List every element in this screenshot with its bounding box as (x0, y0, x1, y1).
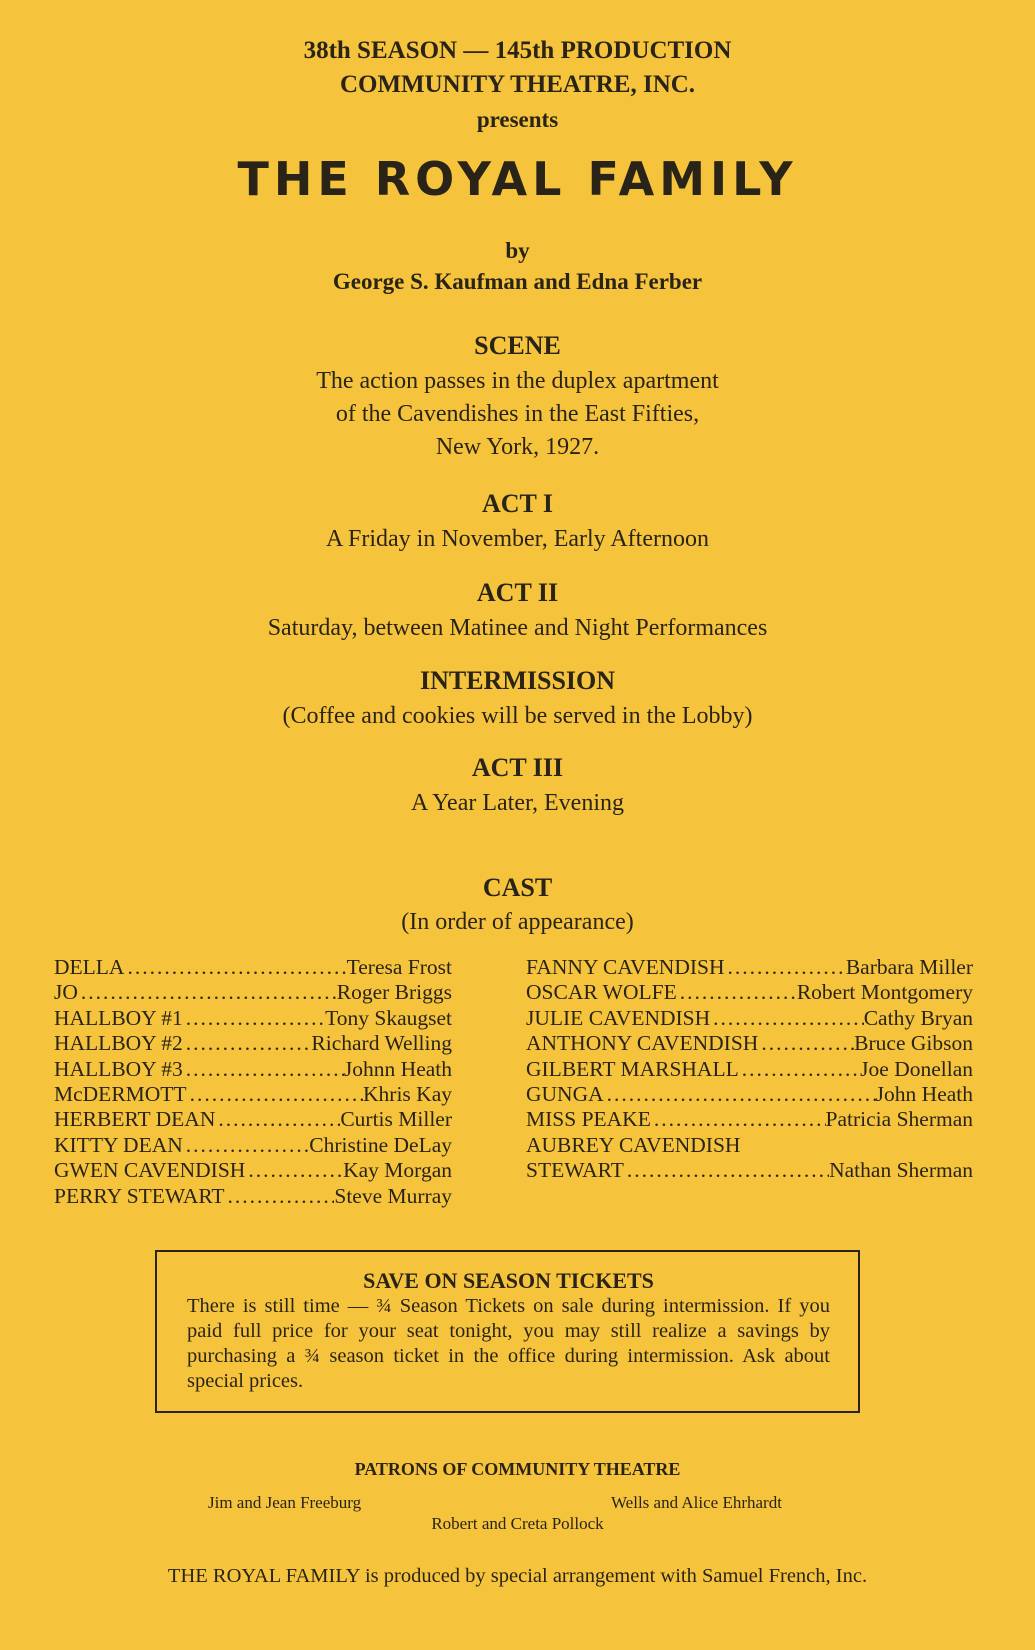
role-name: GUNGA (526, 1082, 604, 1107)
cast-row (526, 1006, 973, 1031)
leader-dots (725, 955, 846, 980)
leader-dots (604, 1082, 876, 1107)
season-tickets-text: There is still time — ¾ Season Tickets on sale during intermission. If you paid full price for your seat tonight, you may still realize a savings by purchasing a ¾ season ticket in the office during intermission. Ask about special prices. (187, 1295, 830, 1392)
cast-heading: CAST (482, 873, 553, 902)
footer-note: THE ROYAL FAMILY is produced by special arrangement with Samuel French, Inc. (167, 1565, 868, 1587)
cast-row (526, 1057, 973, 1082)
cast-row (526, 1031, 973, 1056)
company-line: COMMUNITY THEATRE, INC. (339, 71, 696, 98)
actor-name: Tony Skaugset (325, 1005, 452, 1030)
leader-dots (215, 1107, 340, 1132)
scene-line-2: of the Cavendishes in the East Fifties, (335, 401, 700, 427)
actor-name: Christine DeLay (309, 1132, 452, 1157)
role-name: OSCAR WOLFE (526, 980, 677, 1005)
actor-name: Curtis Miller (340, 1107, 452, 1132)
role-name: JO (54, 980, 78, 1005)
act2-text: Saturday, between Matinee and Night Performances (267, 615, 768, 641)
actor-name: Roger Briggs (336, 980, 452, 1005)
cast-row (526, 1158, 973, 1183)
season-tickets-box (155, 1250, 860, 1413)
role-name: KITTY DEAN (54, 1132, 183, 1157)
leader-dots (183, 1133, 310, 1158)
leader-dots (624, 1158, 829, 1183)
actor-name: Khris Kay (363, 1082, 452, 1107)
leader-dots (225, 1184, 335, 1209)
role-name: PERRY STEWART (54, 1183, 225, 1208)
actor-name: Teresa Frost (346, 955, 452, 979)
leader-dots (183, 1031, 312, 1056)
cast-row (54, 1133, 452, 1158)
leader-dots (651, 1107, 826, 1132)
actor-name: Johnn Heath (343, 1056, 452, 1081)
patron-center: Robert and Creta Pollock (431, 1514, 604, 1533)
role-name: FANNY CAVENDISH (526, 955, 725, 979)
role-name: HALLBOY #2 (54, 1031, 183, 1056)
act1-heading: ACT I (481, 489, 554, 518)
cast-row (526, 1107, 973, 1132)
leader-dots (187, 1082, 363, 1107)
cast-row (54, 1184, 452, 1209)
actor-name: Kay Morgan (343, 1158, 452, 1183)
actor-name: Barbara Miller (845, 955, 973, 979)
cast-row (54, 1158, 452, 1183)
cast-row (526, 1133, 973, 1158)
play-title: THE ROYAL FAMILY (237, 152, 798, 206)
actor-name: Cathy Bryan (863, 1005, 973, 1030)
cast-list-right (526, 955, 973, 1184)
role-name: STEWART (526, 1158, 624, 1183)
cast-row (526, 1082, 973, 1107)
patron-right: Wells and Alice Ehrhardt (611, 1493, 782, 1512)
scene-heading: SCENE (474, 331, 561, 360)
cast-row (54, 980, 452, 1005)
role-name: HALLBOY #1 (54, 1005, 183, 1030)
leader-dots (245, 1158, 343, 1183)
actor-name: John Heath (875, 1082, 973, 1107)
act2-heading: ACT II (476, 578, 559, 607)
cast-list-left (54, 955, 452, 1209)
by-line: by (505, 238, 530, 263)
season-line: 38th SEASON — 145th PRODUCTION (303, 37, 732, 64)
cast-row (54, 1107, 452, 1132)
cast-row (54, 1031, 452, 1056)
scene-line-1: The action passes in the duplex apartment (316, 368, 719, 394)
actor-name: Steve Murray (334, 1183, 452, 1208)
patrons-heading: PATRONS OF COMMUNITY THEATRE (354, 1459, 681, 1479)
leader-dots (78, 980, 337, 1005)
cast-subheading: (In order of appearance) (401, 909, 634, 935)
leader-dots (758, 1031, 854, 1056)
scene-line-3: New York, 1927. (435, 434, 600, 460)
cast-row (54, 1057, 452, 1082)
authors-line: George S. Kaufman and Edna Ferber (332, 269, 703, 294)
role-name: ANTHONY CAVENDISH (526, 1031, 759, 1056)
actor-name: Nathan Sherman (829, 1158, 973, 1183)
leader-dots (183, 1057, 344, 1082)
role-name: GILBERT MARSHALL (526, 1056, 739, 1081)
role-name: DELLA (54, 955, 125, 979)
role-name: McDERMOTT (54, 1082, 187, 1107)
cast-row (54, 1006, 452, 1031)
cast-row (526, 980, 973, 1005)
leader-dots (183, 1006, 325, 1031)
cast-row (54, 955, 452, 980)
act3-text: A Year Later, Evening (411, 790, 624, 816)
leader-dots (739, 1057, 860, 1082)
role-name: JULIE CAVENDISH (526, 1005, 711, 1030)
cast-row (526, 955, 973, 980)
actor-name: Joe Donellan (860, 1056, 973, 1081)
presents-line: presents (476, 107, 559, 132)
actor-name: Patricia Sherman (825, 1107, 973, 1132)
cast-row (54, 1082, 452, 1107)
actor-name: Richard Welling (311, 1031, 452, 1056)
actor-name: Robert Montgomery (796, 980, 973, 1005)
patron-left: Jim and Jean Freeburg (208, 1493, 362, 1512)
leader-dots (124, 955, 346, 980)
leader-dots (677, 980, 797, 1005)
leader-dots (710, 1006, 864, 1031)
role-name: GWEN CAVENDISH (54, 1158, 246, 1183)
role-name: HERBERT DEAN (54, 1107, 216, 1132)
intermission-text: (Coffee and cookies will be served in the Lobby) (282, 703, 753, 729)
season-tickets-heading: SAVE ON SEASON TICKETS (363, 1268, 654, 1293)
act3-heading: ACT III (471, 753, 564, 782)
role-name: AUBREY CAVENDISH (526, 1132, 741, 1157)
actor-name: Bruce Gibson (854, 1031, 973, 1056)
role-name: MISS PEAKE (526, 1107, 651, 1132)
act1-text: A Friday in November, Early Afternoon (326, 526, 709, 552)
role-name: HALLBOY #3 (54, 1056, 183, 1081)
leader-dots (740, 1133, 973, 1158)
intermission-heading: INTERMISSION (419, 666, 616, 695)
